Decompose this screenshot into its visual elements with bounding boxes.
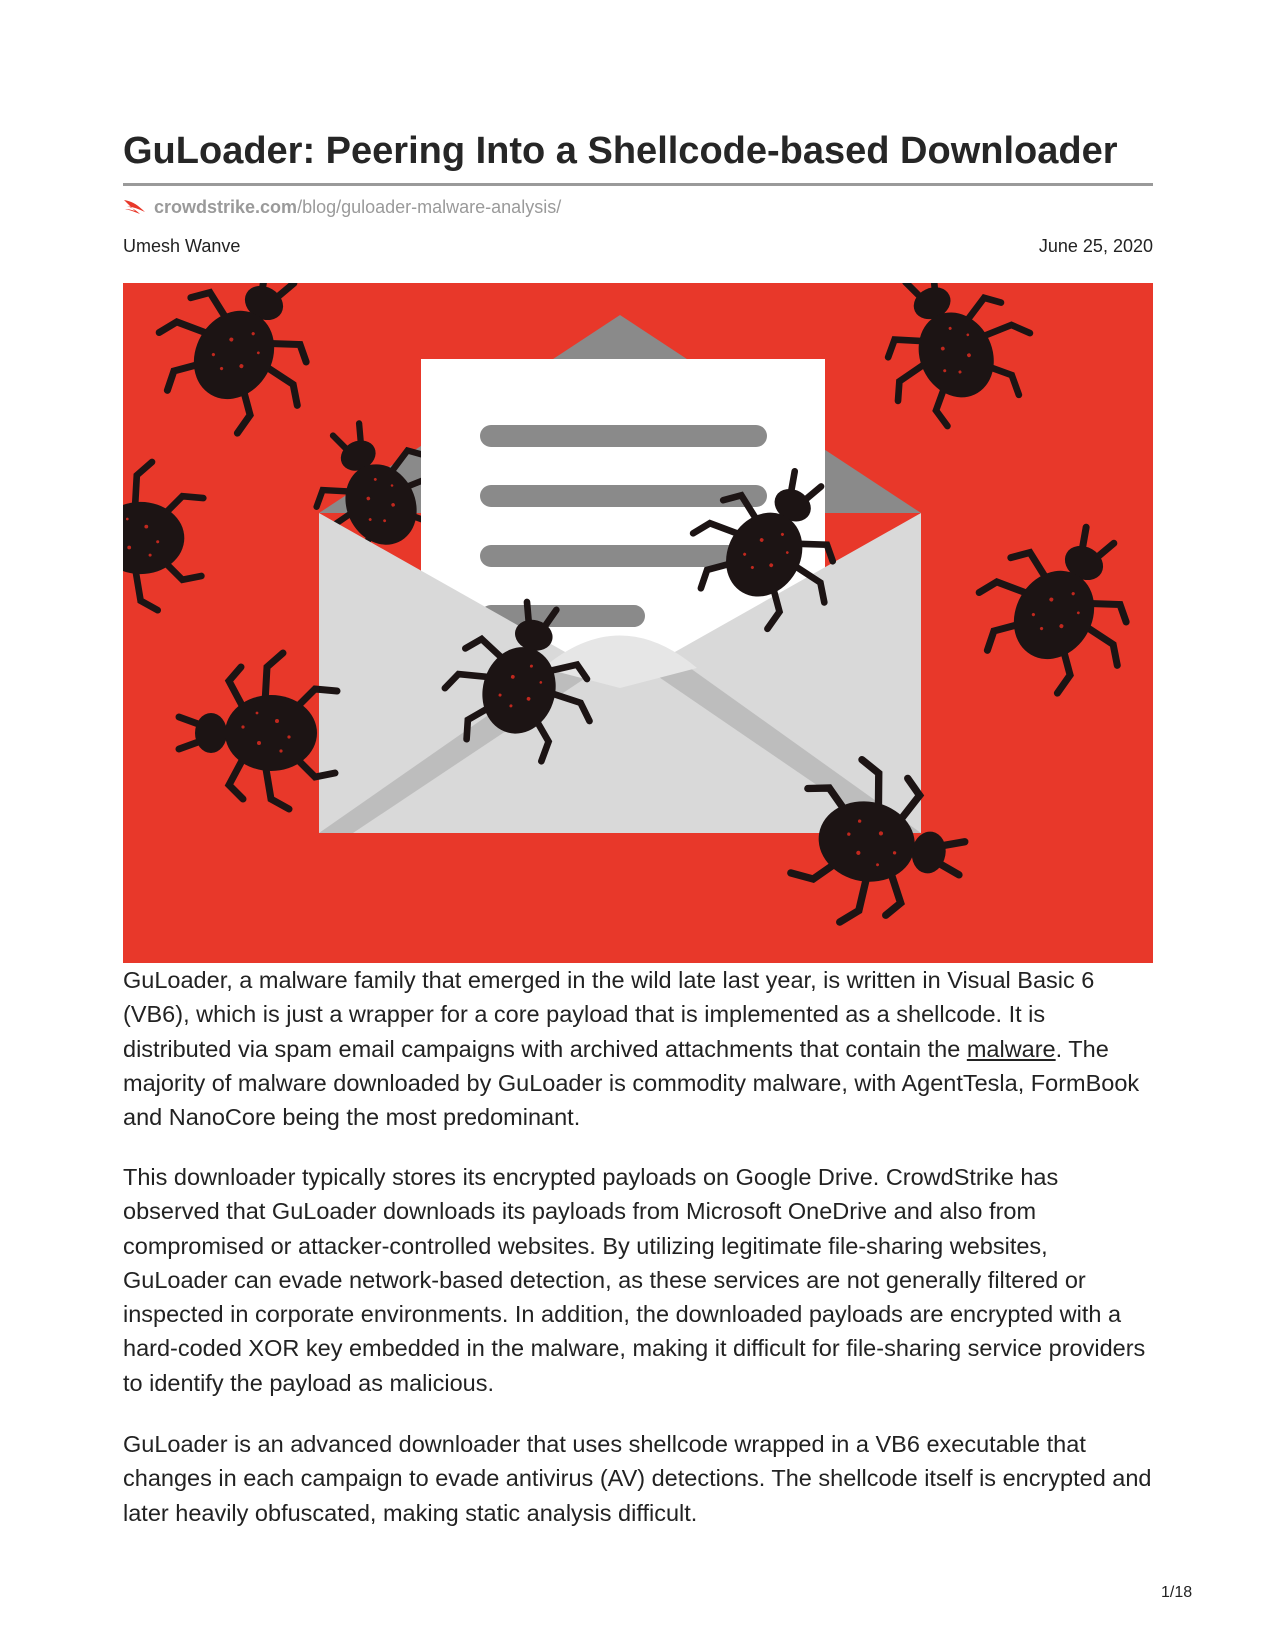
malware-link[interactable]: malware: [966, 1035, 1056, 1062]
source-domain: crowdstrike.com: [154, 197, 298, 217]
paragraph-shellcode: GuLoader is an advanced downloader that uses shellcode wrapped in a VB6 executable that changes in each campaign to evade antivirus (AV) detections. The shellcode itself is encrypted and later heavily obfuscated, making static analysis difficult.: [123, 1431, 1152, 1526]
page-number: 1/18: [1161, 1584, 1193, 1601]
title-divider: [123, 183, 1153, 186]
falcon-logo-icon: [123, 197, 148, 217]
source-path: /blog/guloader-malware-analysis/: [297, 197, 562, 217]
letter-line: [480, 425, 767, 447]
paragraph-text: GuLoader, a malware family that emerged in the wild late last year, is written in Visual Basic 6 (VB6), which is just a wrapper for a core payload that is implemented as a shellcode. It is distributed via spam email campaigns with archived attachments that contain the: [123, 967, 1095, 1062]
page-title: GuLoader: Peering Into a Shellcode-based Downloader: [123, 130, 1118, 172]
letter-line: [480, 485, 767, 507]
paragraph-intro: [123, 963, 1158, 1134]
source-link[interactable]: [123, 196, 561, 218]
paragraph-text: . The majority of malware downloaded by GuLoader is commodity malware, with AgentTesla, FormBook and NanoCore being the most predominant.: [123, 1035, 1140, 1131]
paragraph-distribution: This downloader typically stores its encrypted payloads on Google Drive. CrowdStrike has observed that GuLoader downloads its payloads from Microsoft OneDrive and also from compromised or attacker-controlled websites. By utilizing legitimate file-sharing websites, GuLoader can evade network-based detection, as these services are not generally filtered or inspected in corporate environments. In addition, the downloaded payloads are encrypted with a hard-coded XOR key embedded in the malware, making it difficult for file-sharing service providers to identify the payload as malicious.: [123, 1164, 1146, 1396]
hero-illustration: [123, 283, 1153, 963]
publish-date: June 25, 2020: [1038, 236, 1153, 256]
author-name: Umesh Wanve: [123, 236, 241, 256]
